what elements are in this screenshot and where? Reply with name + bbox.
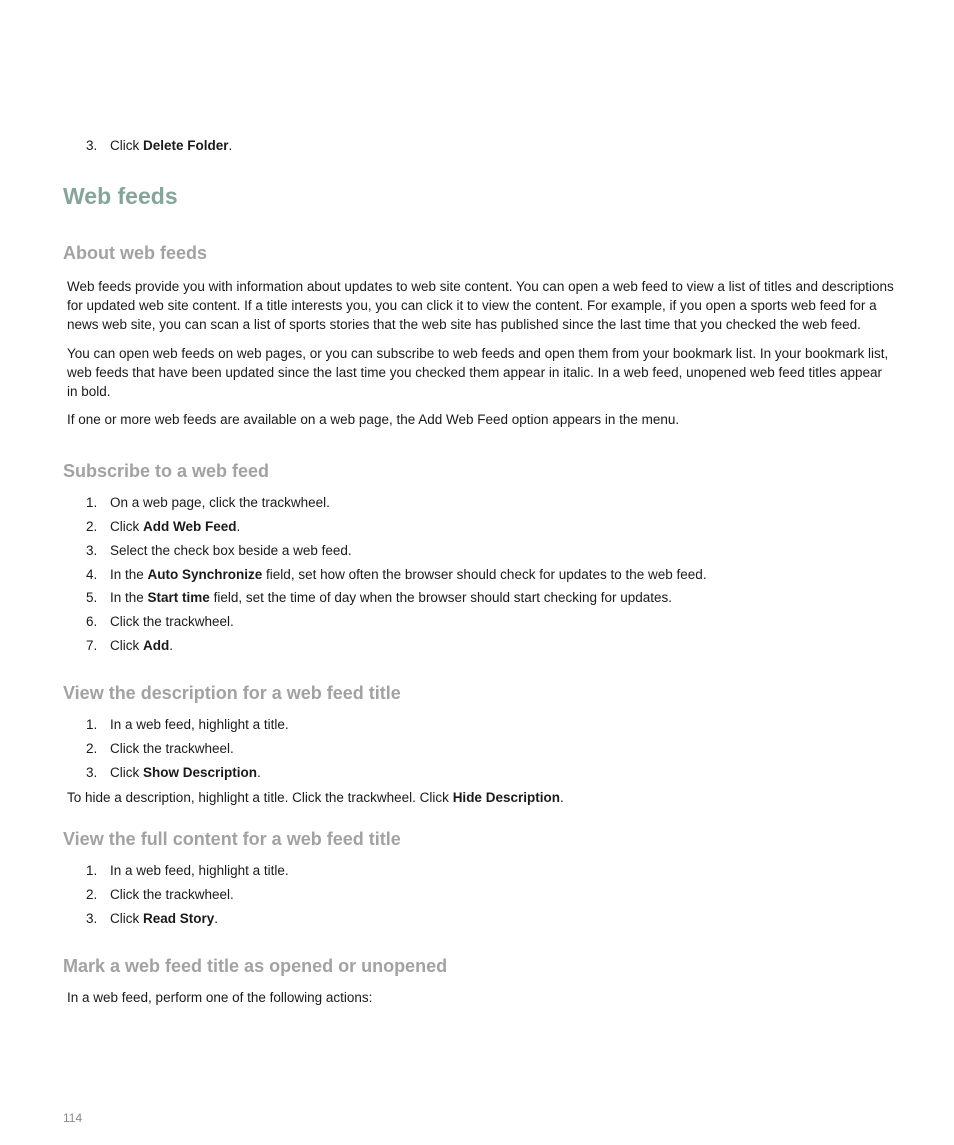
list-item: 1. On a web page, click the trackwheel.	[86, 495, 330, 510]
list-item: 2. Click Add Web Feed.	[86, 519, 241, 534]
list-item: 1. In a web feed, highlight a title.	[86, 863, 289, 878]
section-heading-subscribe: Subscribe to a web feed	[63, 461, 270, 481]
list-item: 7. Click Add.	[86, 638, 174, 653]
list-item: 3. Click Show Description.	[86, 765, 261, 780]
paragraph: In a web feed, perform one of the following actions:	[67, 990, 373, 1005]
list-item: 3. Click Read Story.	[86, 911, 219, 926]
section-heading-about: About web feeds	[63, 243, 208, 263]
paragraph: You can open web feeds on web pages, or you can subscribe to web feeds and open them from your bookmark list. In your bookmark list, web feeds that have been updated since the last time you checked them appear in italic. In a web feed, unopened web feed titles appear in bold.	[67, 346, 889, 399]
paragraph: Web feeds provide you with information about updates to web site content. You can open a web feed to view a list of titles and descriptions for updated web site content. If a title interests you, you can click it to view the content. For example, if you open a sports web feed for a news web site, you can scan a list of sports stories that the web site has published since the last time that you checked the web feed.	[67, 279, 894, 332]
section-heading-view-description: View the description for a web feed title	[63, 683, 401, 703]
note-paragraph: To hide a description, highlight a title. Click the trackwheel. Click Hide Description.	[67, 790, 564, 805]
list-item: 3. Click Delete Folder.	[86, 138, 233, 153]
list-item: 2. Click the trackwheel.	[86, 741, 234, 756]
list-item: 3. Select the check box beside a web feed.	[86, 543, 352, 558]
page-title: Web feeds	[63, 183, 178, 209]
list-item: 4. In the Auto Synchronize field, set how often the browser should check for updates to the web feed.	[86, 567, 707, 582]
list-item: 5. In the Start time field, set the time of day when the browser should start checking for updates.	[86, 590, 673, 605]
page-number: 114	[63, 1111, 83, 1125]
section-heading-view-full: View the full content for a web feed title	[63, 829, 401, 849]
list-item: 2. Click the trackwheel.	[86, 887, 234, 902]
list-item: 6. Click the trackwheel.	[86, 614, 234, 629]
section-heading-mark: Mark a web feed title as opened or unopened	[63, 956, 448, 976]
list-item: 1. In a web feed, highlight a title.	[86, 717, 289, 732]
paragraph: If one or more web feeds are available on a web page, the Add Web Feed option appears in the menu.	[67, 412, 680, 427]
